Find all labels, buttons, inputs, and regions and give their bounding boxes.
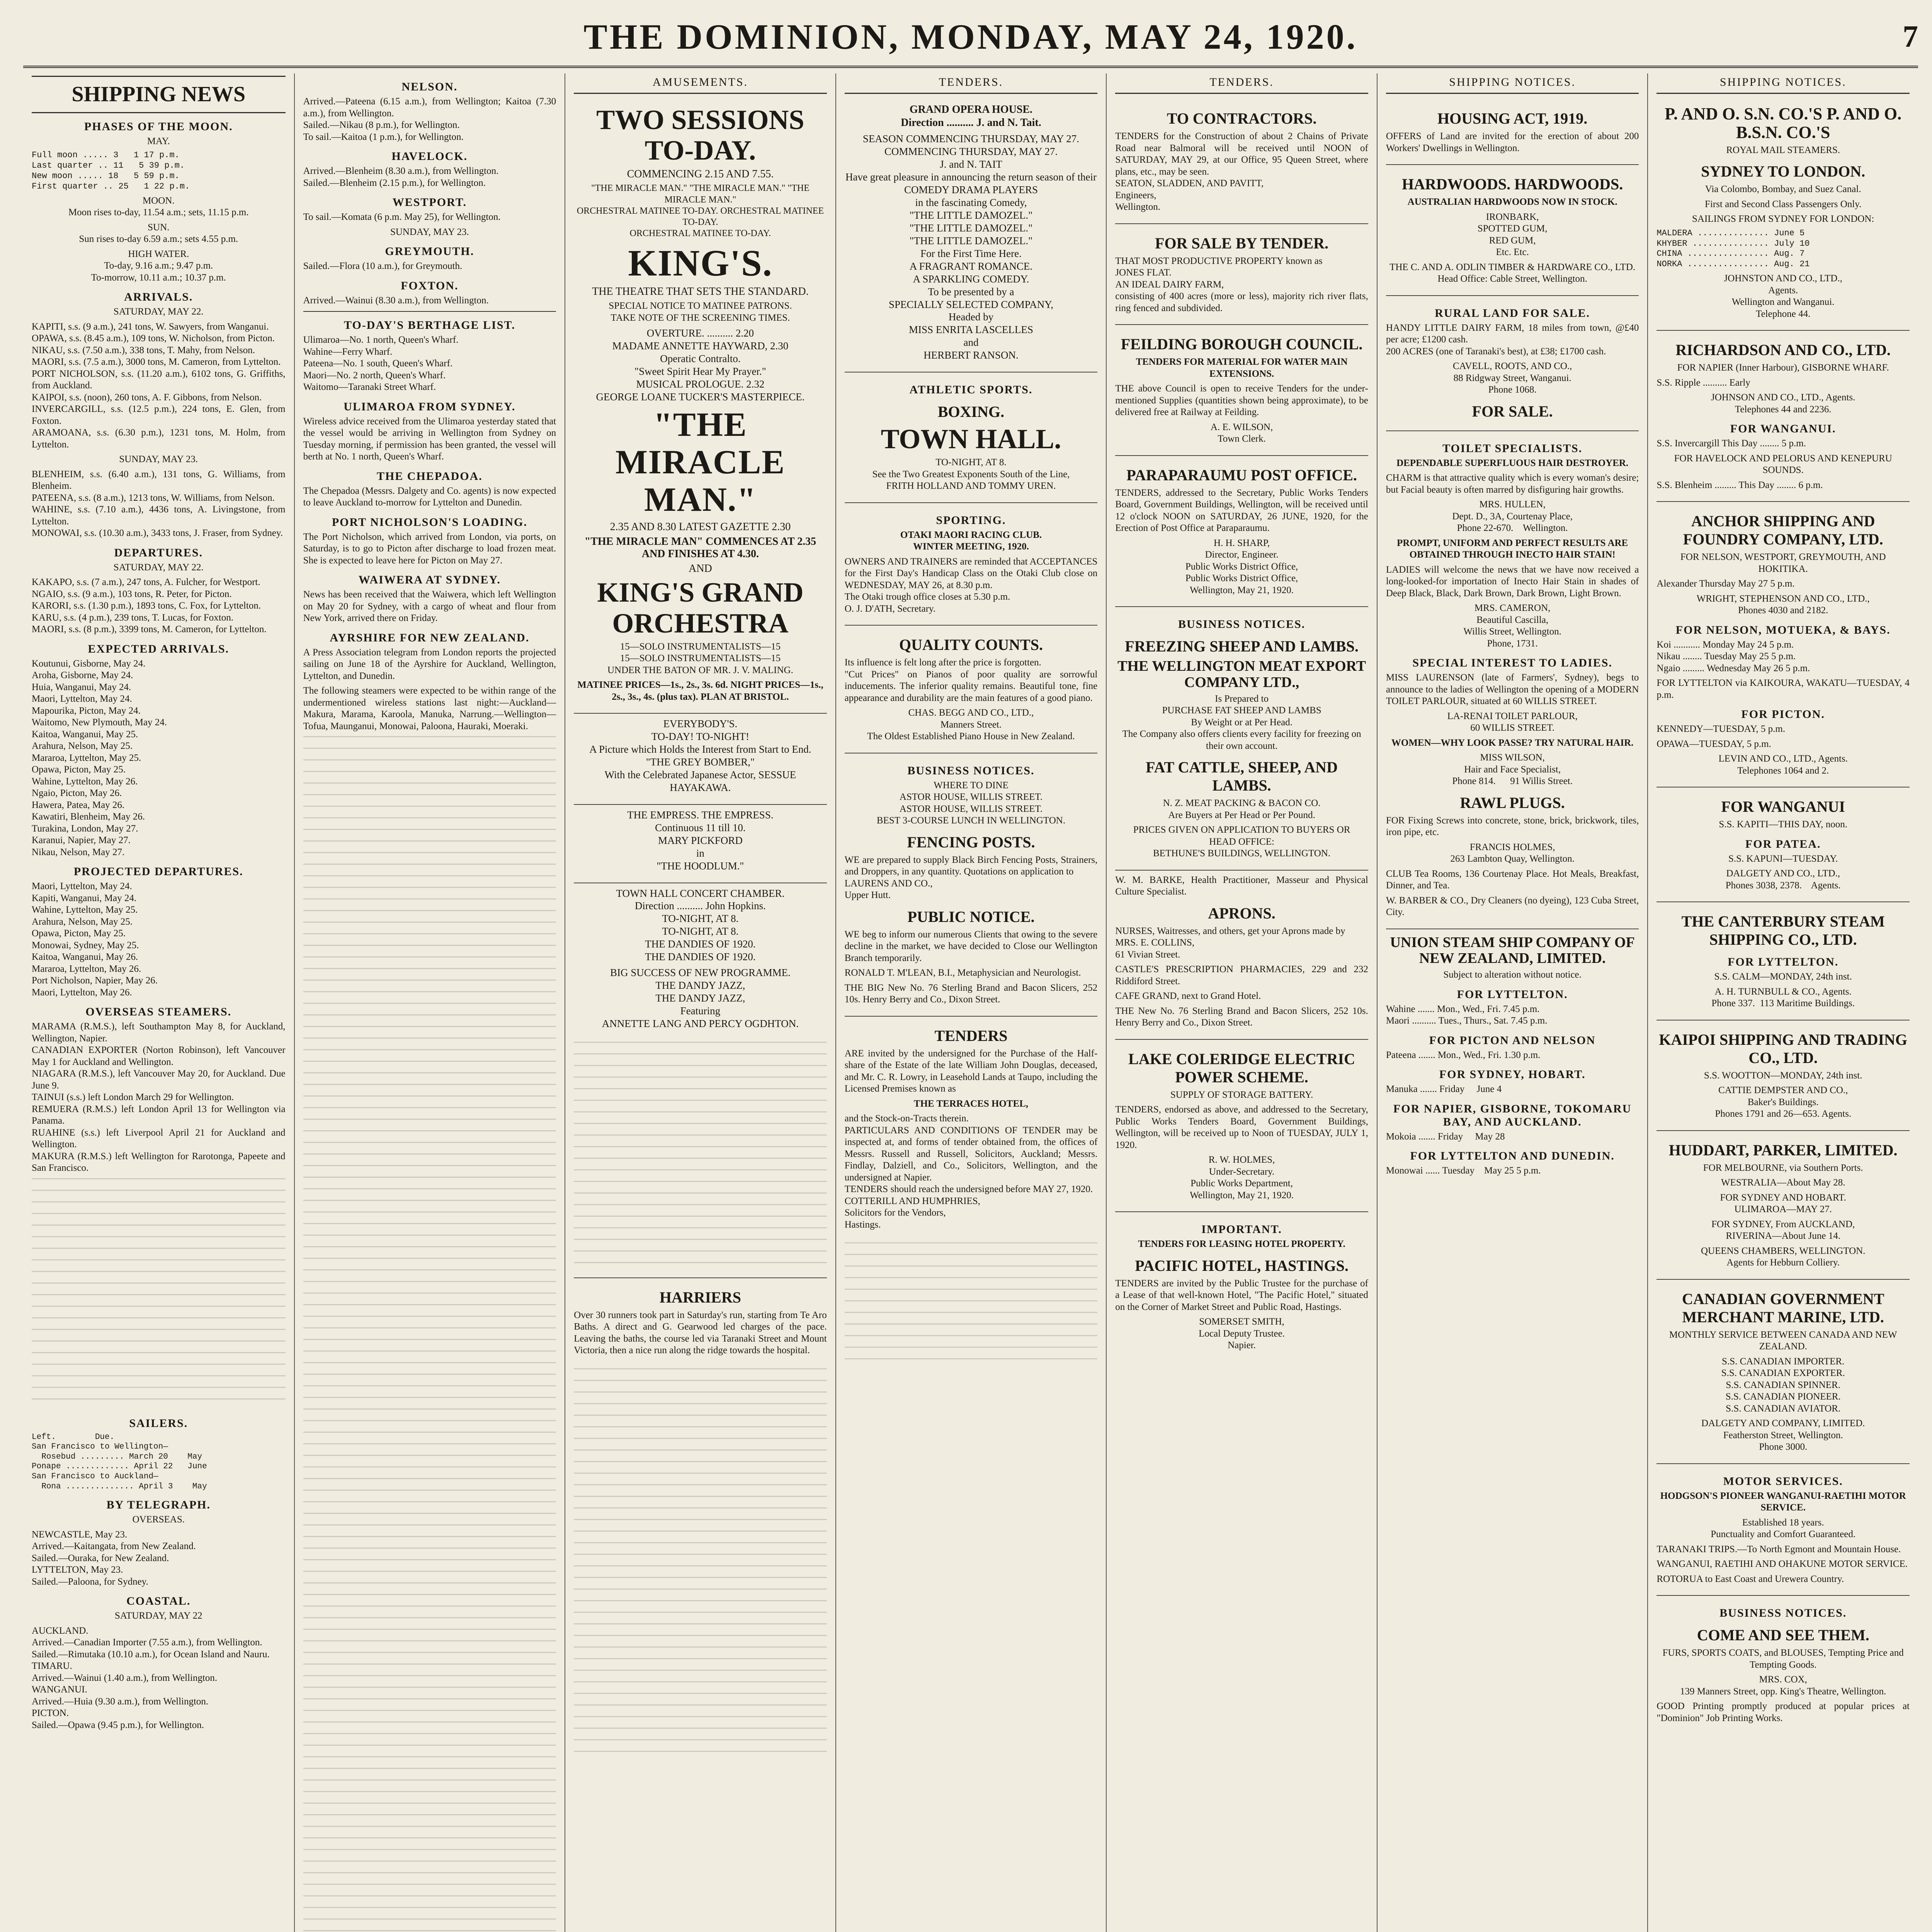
business-notices-heading: BUSINESS NOTICES. [1178, 618, 1306, 631]
begg-text: CHAS. BEGG AND CO., LTD., Manners Street. The Oldest Established Piano House in New Zealand. [867, 707, 1075, 742]
slicer2-text: THE New No. 76 Sterling Brand and Bacon Slicers, 252 10s. Henry Berry and Co., Dixon Street. [1115, 1005, 1371, 1028]
westport-heading: WESTPORT. [392, 196, 467, 209]
cameron-signature: MRS. CAMERON, Beautiful Cascilla, Willis Street, Wellington. Phone, 1731. [1463, 603, 1561, 649]
instrumentalists: 15—SOLO INSTRUMENTALISTS—15 15—SOLO INSTRUMENTALISTS—15 UNDER THE BATON OF MR. J. V. MALING. [607, 641, 793, 675]
invercargill: S.S. Invercargill This Day ........ 5 p.m. [1656, 438, 1806, 449]
coleridge-heading: LAKE COLERIDGE ELECTRIC POWER SCHEME. [1128, 1050, 1355, 1086]
paraparaumu-heading: PARAPARAUMU POST OFFICE. [1126, 466, 1357, 484]
quality-ad [845, 625, 1098, 750]
monowai-sched: Monowai ...... Tuesday May 25 5 p.m. [1386, 1165, 1541, 1176]
town-hall-ad [574, 883, 827, 1038]
po-sub: ROYAL MAIL STEAMERS. [1726, 145, 1840, 155]
departures-date: SATURDAY, MAY 22. [113, 562, 204, 573]
moon-times: MOON. Moon rises to-day, 11.54 a.m.; sets, 11.15 p.m. [68, 195, 249, 218]
terraces-hotel: THE TERRACES HOTEL, [913, 1098, 1029, 1109]
column-shipping-notices-1 [1377, 73, 1648, 1932]
motor-heading: MOTOR SERVICES. [1723, 1475, 1843, 1488]
filler-text [303, 1826, 556, 1932]
patea-heading: FOR PATEA. [1745, 837, 1821, 850]
columns [23, 73, 1918, 1932]
cattie-agents: CATTIE DEMPSTER AND CO., Baker's Buildings. Phones 1791 and 26—653. Agents. [1715, 1085, 1852, 1119]
sunday-arrivals: BLENHEIM, s.s. (6.40 a.m.), 131 tons, G. Williams, from Blenheim. PATEENA, s.s. (8 a.m.), 1213 tons, W. Williams, from Nelson. WAHINE, s.s. (7.10 a.m.), 4436 tons, A. Livingstone, from Lyttelton. MONOWAI, s.s. (10.30 a.m.), 3433 tons, J. Fraser, from Sydney. [32, 469, 286, 539]
housing-ad [1386, 99, 1639, 162]
ronald-text: RONALD T. M'LEAN, B.I., Metaphysician and Neurologist. [844, 968, 1081, 978]
pacific-heading: PACIFIC HOTEL, HASTINGS. [1135, 1257, 1349, 1274]
grand-opera-title: GRAND OPERA HOUSE. Direction .......... J. and N. Tait. [901, 104, 1041, 129]
kapuni: S.S. KAPUNI—TUESDAY. [1728, 853, 1838, 864]
public-text: WE beg to inform our numerous Clients that owing to the severe decline in the market, we have decided to Close our Wellington Branch temporarily. [844, 929, 1100, 963]
sydney-hobart-heading: FOR SYDNEY, HOBART. [1439, 1068, 1586, 1081]
dalgety2-agents: DALGETY AND COMPANY, LIMITED. Featherston Street, Wellington. Phone 3000. [1701, 1418, 1865, 1452]
paraparaumu-ad [1115, 455, 1371, 604]
castles-text: CASTLE'S PRESCRIPTION PHARMACIES, 229 and 232 Riddiford Street. [1115, 964, 1371, 986]
moon-month: MAY. [147, 136, 170, 146]
chepadoa-heading: THE CHEPADOA. [376, 469, 483, 483]
otaki-title: OTAKI MAORI RACING CLUB. WINTER MEETING, 1920. [900, 529, 1042, 552]
motueka-sched: Koi ........... Monday May 24 5 p.m. Nikau ........ Tuesday May 25 5 p.m. Ngaio ......... Wednesday May 26 5 p.m. [1656, 639, 1810, 673]
coastal-heading: COASTAL. [126, 1595, 191, 1608]
freezing-heading: FREEZING SHEEP AND LAMBS. [1125, 638, 1359, 655]
column-shipping-news [23, 73, 294, 1932]
terraces-ad [845, 1016, 1098, 1239]
calm: S.S. CALM—MONDAY, 24th inst. [1714, 971, 1852, 982]
sporting-heading: SPORTING. [936, 514, 1006, 527]
canadian-service: MONTHLY SERVICE BETWEEN CANADA AND NEW ZEALAND. [1669, 1329, 1900, 1352]
wanganui-heading: FOR WANGANUI. [1730, 422, 1836, 435]
richardson-ad [1656, 330, 1910, 499]
filler-text [574, 1042, 827, 1274]
inecto-heading: PROMPT, UNIFORM AND PERFECT RESULTS ARE OBTAINED THROUGH INECTO HAIR STAIN! [1397, 537, 1631, 560]
lareni-signature: LA-RENAI TOILET PARLOUR, 60 WILLIS STREET. [1447, 711, 1578, 733]
canadian-gov-ad [1656, 1279, 1910, 1461]
big-success-text: BIG SUCCESS OF NEW PROGRAMME. THE DANDY JAZZ, THE DANDY JAZZ, Featuring ANNETTE LANG AND PERCY OGDHTON. [602, 967, 799, 1029]
barke-text: W. M. BARKE, Health Practitioner, Masseur and Physical Culture Specialist. [1115, 874, 1371, 897]
misc-ads [1115, 870, 1371, 1037]
terraces-tail: and the Stock-on-Tracts therein. PARTICULARS AND CONDITIONS OF TENDER may be inspected at, and forms of tender obtained from, the offices of Messrs. Russell and Russell, Solicitors, Auckland; Messrs. Findlay, Dalziell, and Co., Solicitors, Wellington, and the undersigned at Napier. TENDERS should reach the undersigned before MAY 27, 1920. COTTERILL AND HUMPHRIES, Solicitors for the Vendors, Hastings. [844, 1113, 1098, 1230]
special-heading: SPECIAL INTEREST TO LADIES. [1412, 656, 1612, 669]
union-subject: Subject to alteration without notice. [1443, 969, 1582, 980]
telegraph-heading: BY TELEGRAPH. [106, 1498, 211, 1512]
grand-opera-ad [845, 99, 1098, 369]
toilet-ad [1386, 430, 1639, 926]
motueka-heading: FOR NELSON, MOTUEKA, & BAYS. [1675, 623, 1891, 636]
greymouth-text: Sailed.—Flora (10 a.m.), for Greymouth. [303, 261, 463, 271]
housing-heading: HOUSING ACT, 1919. [1437, 110, 1588, 127]
rawl-text: FOR Fixing Screws into concrete, stone, brick, brickwork, tiles, iron pipe, etc. [1386, 815, 1641, 837]
overseas-heading: OVERSEAS STEAMERS. [85, 1005, 232, 1019]
foxton-heading: FOXTON. [401, 279, 459, 292]
anchor-ad [1656, 501, 1910, 784]
athletic-heading: ATHLETIC SPORTS. [909, 383, 1033, 396]
hardwoods-heading: HARDWOODS. HARDWOODS. [1402, 175, 1623, 193]
nelson-heading: NELSON. [401, 80, 458, 93]
terraces-intro: ARE invited by the undersigned for the Purchase of the Half-share of the Estate of the late William John Douglas, deceased, and Mr. C. R. Lowry, in Leasehold Lands at Taupo, including the Licensed Premises known as [844, 1048, 1100, 1094]
sun-times: SUN. Sun rises to-day 6.59 a.m.; sets 4.55 p.m. [79, 222, 238, 245]
picton-nelson-heading: FOR PICTON AND NELSON [1429, 1034, 1596, 1047]
column-tenders-1 [835, 73, 1106, 1932]
manuka-sched: Manuka ....... Friday June 4 [1386, 1084, 1502, 1095]
athletic-ad [845, 372, 1098, 500]
column-tenders-2 [1106, 73, 1377, 1932]
anchor-heading: ANCHOR SHIPPING AND FOUNDRY COMPANY, LTD. [1683, 512, 1883, 548]
barber-text: W. BARBER & CO., Dry Cleaners (no dyeing), 123 Cuba Street, City. [1386, 895, 1641, 917]
latest-gazette: 2.35 AND 8.30 LATEST GAZETTE 2.30 [610, 521, 791, 533]
havelock-heading: FOR HAVELOCK AND PELORUS AND KENEPURU SOUNDS. [1674, 453, 1895, 476]
quality-text: Its influence is felt long after the price is forgotten. "Cut Prices" on Pianos of poor quality are sorrowful inducements. The inferior quality remains. Beautiful tone, fine appearance and durability are the main features of a good piano. [844, 657, 1098, 703]
pacific-signature: SOMERSET SMITH, Local Deputy Trustee. Napier. [1199, 1316, 1285, 1351]
berthage-text: Ulimaroa—No. 1 north, Queen's Wharf. Wahine—Ferry Wharf. Pateena—No. 1 south, Queen's Wharf. Maori—No. 2 north, Queen's Wharf. Waitomo—Taranaki Street Wharf. [303, 335, 459, 392]
hodgson-heading: HODGSON'S PIONEER WANGANUI-RAETIHI MOTOR SERVICE. [1660, 1490, 1908, 1513]
two-sessions: TWO SESSIONS TO-DAY. [596, 104, 804, 166]
shipping-notices-1-heading: SHIPPING NOTICES. [1386, 73, 1639, 94]
programme: OVERTURE. .......... 2.20 MADAME ANNETTE HAYWARD, 2.30 Operatic Contralto. "Sweet Spirit Hear My Prayer." MUSICAL PROLOGUE. 2.32 GEORGE LOANE TUCKER'S MASTERPIECE. [596, 327, 805, 403]
wright-agents: WRIGHT, STEPHENSON AND CO., LTD., Phones 4030 and 2182. [1696, 593, 1870, 616]
johnson-agents: JOHNSON AND CO., LTD., Agents. Telephones 44 and 2236. [1711, 392, 1855, 415]
contractors-heading: TO CONTRACTORS. [1167, 110, 1317, 127]
fencing-text: WE are prepared to supply Black Birch Fencing Posts, Strainers, and Droppers, in any quantity. Quotations on application to LAURENS AND CO., Upper Hutt. [844, 854, 1098, 901]
important-heading: IMPORTANT. [1201, 1223, 1282, 1236]
ulimaroa-text: Wireless advice received from the Ulimaroa yesterday stated that the vessel would be arriving in Wellington from Sydney on Tuesday morning, if permission has been granted, the vessel will berth at No. 1 north, Queen's Wharf. [303, 416, 559, 462]
loading-heading: PORT NICHOLSON'S LOADING. [332, 515, 527, 529]
blenheim: S.S. Blenheim ......... This Day ........ 6 p.m. [1656, 480, 1823, 490]
ayrshire-heading: AYRSHIRE FOR NEW ZEALAND. [330, 631, 530, 644]
ironbark: IRONBARK, SPOTTED GUM, RED GUM, Etc. Etc. [1477, 211, 1548, 257]
nelson-westport: FOR NELSON, WESTPORT, GREYMOUTH, AND HOKITIKA. [1680, 552, 1888, 574]
po-heading: P. AND O. S.N. CO.'S P. AND O. B.S.N. CO.'S [1665, 104, 1902, 142]
levin-agents: LEVIN AND CO., LTD., Agents. Telephones 1064 and 2. [1718, 753, 1848, 776]
for-sale-heading: FOR SALE BY TENDER. [1155, 234, 1329, 252]
water-main-heading: TENDERS FOR MATERIAL FOR WATER MAIN EXTENSIONS. [1136, 357, 1350, 379]
boxing-tonight: TO-NIGHT, AT 8. See the Two Greatest Exponents South of the Line, FRITH HOLLAND AND TOMMY UREN. [872, 457, 1070, 492]
waiwera-heading: WAIWERA AT SYDNEY. [358, 573, 501, 586]
aprons-heading: APRONS. [1208, 904, 1276, 922]
kaikoura: FOR LYTTELTON via KAIKOURA, WAKATU—TUESDAY, 4 p.m. [1656, 678, 1912, 700]
filler-text [574, 1368, 827, 1755]
shipping-notices-2-heading: SHIPPING NOTICES. [1656, 73, 1910, 94]
arrivals-heading: ARRIVALS. [124, 291, 193, 304]
timber-company: THE C. AND A. ODLIN TIMBER & HARDWARE CO., LTD. Head Office: Cable Street, Wellington. [1389, 262, 1636, 284]
town-hall-title: TOWN HALL. [881, 423, 1061, 455]
housing-text: OFFERS of Land are invited for the erection of about 200 Workers' Dwellings in Wellington. [1386, 131, 1641, 153]
for-sale-2-heading: FOR SALE. [1472, 402, 1553, 420]
harriers-ad [574, 1277, 827, 1364]
hodgson-text: Established 18 years. Punctuality and Comfort Guaranteed. [1711, 1517, 1856, 1540]
sydney-direct: FOR SYDNEY AND HOBART. ULIMAROA—MAY 27. [1720, 1192, 1846, 1215]
filler-text [303, 1281, 556, 1822]
arrivals-date: SATURDAY, MAY 22. [113, 306, 204, 317]
dalgety-agents: DALGETY AND CO., LTD., Phones 3038, 2378. Agents. [1725, 868, 1841, 891]
nelson-text: Arrived.—Pateena (6.15 a.m.), from Wellington; Kaitoa (7.30 a.m.), from Wellington. Sailed.—Nikau (8 p.m.), for Wellington. To sail.—Kaitoa (1 p.m.), for Wellington. [303, 96, 556, 142]
business2-ad [1656, 1595, 1910, 1732]
tenders2-heading: TENDERS. [1115, 73, 1368, 94]
slicer-text: THE BIG New No. 76 Sterling Brand and Bacon Slicers, 252 10s. Henry Berry and Co., Dixon Street. [844, 982, 1100, 1005]
coleridge-sub: SUPPLY OF STORAGE BATTERY. [1170, 1089, 1313, 1100]
loading-text: The Port Nicholson, which arrived from London, via ports, on Saturday, is to go to Picton after discharge to load frozen meat. She is expected to leave here for Picton on May 27. [303, 531, 559, 566]
napier-harbour: FOR NAPIER (Inner Harbour), GISBORNE WHARF. [1677, 362, 1889, 373]
laurenson-text: MISS LAURENSON (late of Farmers', Sydney), begs to announce to the ladies of Wellington the opening of a MODERN TOILET PARLOUR, situated at 60 WILLIS STREET. [1386, 672, 1641, 706]
westport-text: To sail.—Komata (6 p.m. May 25), for Wellington. [303, 212, 501, 222]
sunday2-date: SUNDAY, MAY 23. [390, 226, 469, 237]
projected-heading: PROJECTED DEPARTURES. [73, 865, 243, 878]
fat-cattle-heading: FAT CATTLE, SHEEP, AND LAMBS. [1146, 759, 1338, 794]
page-number: 7 [1903, 19, 1918, 54]
pateena-sched: Pateena ....... Mon., Wed., Fri. 1.30 p.m. [1386, 1049, 1541, 1060]
tenders1-heading: TENDERS. [845, 73, 1098, 94]
sydney-london: SYDNEY TO LONDON. [1701, 163, 1866, 180]
kings-tagline: THE THEATRE THAT SETS THE STANDARD. [592, 286, 809, 298]
sporting-ad [845, 502, 1098, 623]
telegraph-sub: OVERSEAS. [132, 1514, 185, 1525]
po-sailings: SAILINGS FROM SYDNEY FOR LONDON: [1692, 214, 1874, 224]
business-heading: BUSINESS NOTICES. [907, 764, 1035, 777]
sailers-list: Left. Due. San Francisco to Wellington— Rosebud ......... March 20 May Ponape ............. April 22 June San Francisco to Auckland— Rona .............. April 3 May [32, 1432, 207, 1491]
turnbull-agents: A. H. TURNBULL & CO., Agents. Phone 337. 113 Maritime Buildings. [1711, 986, 1855, 1009]
moon-table: Full moon ..... 3 1 17 p.m. Last quarter .. 11 5 39 p.m. New moon ..... 18 5 59 p.m. First quarter .. 25 1 22 p.m. [32, 150, 190, 191]
berthage-heading: TO-DAY'S BERTHAGE LIST. [344, 319, 515, 332]
everybodys-ad [574, 713, 827, 802]
cafe-text: CAFE GRAND, next to Grand Hotel. [1115, 991, 1261, 1002]
holmes-signature: FRANCIS HOLMES, 263 Lambton Quay, Wellington. [1450, 842, 1575, 864]
coleridge-text: TENDERS, endorsed as above, and addressed to the Secretary, Public Works Tenders Board, Government Buildings, Wellington, will be received up to Noon of TUESDAY, JULY 1, 1920. [1115, 1104, 1371, 1150]
miracle-man-title: "THE MIRACLE MAN." [615, 406, 786, 519]
riverina: FOR SYDNEY, From AUCKLAND, RIVERINA—About June 14. [1711, 1219, 1855, 1242]
wootton: S.S. WOOTTON—MONDAY, 24th inst. [1704, 1070, 1862, 1081]
wireless-moves: The following steamers were expected to be within range of the undermentioned wireless stations last night:—Auckland—Makura, Marama, Karoola, Manuka, Narrung.—Wellington—Tofua, Maunganui, Monowai, Paloona, Hauraki, Moeraki. [303, 685, 559, 731]
dairy-ad [1115, 223, 1368, 322]
harriers-heading: HARRIERS [659, 1288, 741, 1306]
cavell-signature: CAVELL, ROOTS, AND CO., 88 Ridgway Street, Wanganui. Phone 1068. [1452, 361, 1572, 395]
greymouth-heading: GREYMOUTH. [385, 245, 474, 258]
huddart-ad [1656, 1130, 1910, 1277]
po-classes: First and Second Class Passengers Only. [1705, 199, 1862, 209]
commencing: COMMENCING 2.15 AND 7.55. [627, 168, 774, 180]
melbourne: FOR MELBOURNE, via Southern Ports. [1703, 1162, 1863, 1173]
shipping-news-heading: SHIPPING NEWS [32, 76, 286, 113]
richardson-heading: RICHARDSON AND CO., LTD. [1675, 341, 1891, 359]
furs-text: FURS, SPORTS COATS, and BLOUSES, Tempting Price and Tempting Goods. [1662, 1648, 1906, 1670]
ladies-text: LADIES will welcome the news that we have now received a long-looked-for importation of Inecto Hair Stain in shades of Deep Black, Black, Dark Brown, Dark Brown, Light Brown. [1386, 564, 1641, 599]
empress-ad [574, 804, 827, 880]
sunday-date: SUNDAY, MAY 23. [119, 454, 198, 465]
coleridge-signature: R. W. HOLMES, Under-Secretary. Public Works Department, Wellington, May 21, 1920. [1190, 1155, 1294, 1201]
aprons-text: NURSES, Waitresses, and others, get your Aprons made by MRS. E. COLLINS, 61 Vivian Street. [1115, 925, 1345, 960]
arrivals-list: KAPITI, s.s. (9 a.m.), 241 tons, W. Sawyers, from Wanganui. OPAWA, s.s. (8.45 a.m.), 109 tons, W. Nicholson, from Picton. NIKAU, s.s. (7.50 a.m.), 338 tons, T. Mahy, from Nelson. MAORI, s.s. (7.5 a.m.), 3000 tons, M. Cameron, from Lyttelton. PORT NICHOLSON, s.s. (11.20 a.m.), 6102 tons, G. Griffiths, from Auckland. KAIPOI, s.s. (noon), 260 tons, A. F. Gibbons, from Nelson. INVERCARGILL, s.s. (12.5 p.m.), 224 tons, E. Glen, from Foxton. ARAMOANA, s.s. (6.30 p.m.), 1231 tons, M. Holm, from Lyttelton. [32, 321, 286, 450]
business2-heading: BUSINESS NOTICES. [1719, 1607, 1847, 1620]
dalgety-ad [1656, 787, 1910, 899]
huddart-heading: HUDDART, PARKER, LIMITED. [1668, 1141, 1898, 1159]
page-title: THE DOMINION, MONDAY, MAY 24, 1920. [583, 17, 1358, 56]
picton-heading: FOR PICTON. [1741, 708, 1825, 721]
otaki-text: OWNERS AND TRAINERS are reminded that ACCEPTANCES for the First Day's Handicap Class on the Otaki Club close on WEDNESDAY, MAY 26, at 8.30 p.m. The Otaki trough office closes at 5.30 p.m. O. J. D'ATH, Secretary. [844, 556, 1098, 614]
queens-chambers: QUEENS CHAMBERS, WELLINGTON. Agents for Hebburn Colliery. [1701, 1245, 1866, 1268]
high-water: HIGH WATER. To-day, 9.16 a.m.; 9.47 p.m. To-morrow, 10.11 a.m.; 10.37 p.m. [91, 248, 226, 283]
season-text: SEASON COMMENCING THURSDAY, MAY 27. COMMENCING THURSDAY, MAY 27. J. and N. TAIT Have great pleasure in announcing the return season of their COMEDY DRAMA PLAYERS in the fascinating Comedy, "THE LITTLE DAMOZEL." "THE LITTLE DAMOZEL." "THE LITTLE DAMOZEL." For the First Time Here. A FRAGRANT ROMANCE. A SPARKLING COMEDY. To be presented by a SPECIALLY SELECTED COMPANY, Headed by MISS ENRITA LASCELLES and HERBERT RANSON. [845, 133, 1097, 361]
kaipoi-ad [1656, 1020, 1910, 1128]
feilding-text: THE above Council is open to receive Tenders for the under-mentioned Supplies (quantities shown being approximate), to be delivered free at Railway at Feilding. [1115, 383, 1371, 417]
rural-ad [1386, 295, 1639, 428]
overseas-list: MARAMA (R.M.S.), left Southampton May 8, for Auckland, Wellington, Napier. CANADIAN EXPORTER (Norton Robinson), left Vancouver May 1 for Auckland and Wellington. NIAGARA (R.M.S.), left Vancouver May 20, for Auckland. Due June 9. TAINUI (s.s.) left London March 29 for Wellington. REMUERA (R.M.S.) left London April 13 for Wellington via Panama. RUAHINE (s.s.) left Liverpool April 21 for Auckland and Wellington. MAKURA (R.M.S.) left Wellington for Rarotonga, Papeete and San Francisco. [32, 1021, 286, 1173]
feilding-ad [1115, 324, 1371, 453]
pacific-ad [1115, 1211, 1371, 1359]
expected-list: Koutunui, Gisborne, May 24. Aroha, Gisborne, May 24. Huia, Wanganui, May 24. Maori, Lyttelton, May 24. Mapourika, Picton, May 24. Waitomo, New Plymouth, May 24. Kaitoa, Wanganui, May 25. Arahura, Nelson, May 25. Mararoa, Lyttelton, May 25. Opawa, Picton, May 25. Wahine, Lyttelton, May 26. Ngaio, Picton, May 26. Hawera, Patea, May 26. Kawatiri, Blenheim, May 26. Turakina, London, May 27. Karanui, Napier, May 27. Nikau, Nelson, May 27. [32, 658, 167, 857]
town-hall-text: TOWN HALL CONCERT CHAMBER. Direction .......... John Hopkins. TO-NIGHT, AT 8. TO-NIGHT, AT 8. THE DANDIES OF 1920. THE DANDIES OF 1920. [616, 887, 785, 963]
meat-export-title: THE WELLINGTON MEAT EXPORT COMPANY LTD., [1117, 658, 1366, 690]
kings-ad [574, 99, 827, 711]
come-heading: COME AND SEE THEM. [1697, 1626, 1869, 1644]
kaipoi-heading: KAIPOI SHIPPING AND TRADING CO., LTD. [1659, 1031, 1908, 1066]
public-heading: PUBLIC NOTICE. [907, 908, 1035, 925]
column-amusements [565, 73, 835, 1932]
po-via: Via Colombo, Bombay, and Suez Canal. [1705, 184, 1861, 195]
boxing-heading: BOXING. [937, 403, 1005, 421]
filler-text [32, 1178, 286, 1410]
hardwoods-ad [1386, 164, 1639, 293]
po-list: MALDERA .............. June 5 KHYBER ............... July 10 CHINA ................ Aug. 7 NORKA ................ Aug. 21 [1656, 228, 1810, 269]
everybodys-text: EVERYBODY'S. TO-DAY! TO-NIGHT! A Picture which Holds the Interest from Start to End. "THE GREY BOMBER," With the Celebrated Japanese Actor, SESSUE HAYAKAWA. [589, 718, 811, 793]
lyttelton-dunedin-heading: FOR LYTTELTON AND DUNEDIN. [1410, 1150, 1615, 1163]
cox-signature: MRS. COX, 139 Manners Street, opp. King's Theatre, Wellington. [1680, 1674, 1886, 1697]
havelock-heading: HAVELOCK. [391, 150, 468, 163]
hotel-lease: TENDERS FOR LEASING HOTEL PROPERTY. [1138, 1239, 1345, 1250]
coastal-list: AUCKLAND. Arrived.—Canadian Importer (7.55 a.m.), from Wellington. Sailed.—Rimutaka (10.10 a.m.), for Ocean Island and Nauru. TIMARU. Arrived.—Wainui (1.40 a.m.), from Wellington. WANGANUI. Arrived.—Huia (9.30 a.m.), from Wellington. PICTON. Sailed.—Opawa (9.45 p.m.), for Wellington. [32, 1625, 270, 1730]
rawl-heading: RAWL PLUGS. [1460, 794, 1565, 811]
departures-list: KAKAPO, s.s. (7 a.m.), 247 tons, A. Fulcher, for Westport. NGAIO, s.s. (9 a.m.), 103 tons, R. Peter, for Picton. KARORI, s.s. (1.30 p.m.), 1893 tons, C. Fox, for Lyttelton. KARU, s.s. (4 p.m.), 239 tons, T. Lucas, for Foxton. MAORI, s.s. (8 p.m.), 3399 tons, M. Cameron, for Lyttelton. [32, 577, 267, 635]
meat-export-text: Is Prepared to PURCHASE FAT SHEEP AND LAMBS By Weight or at Per Head. The Company also offers clients every facility for freezing on their own account. [1122, 693, 1361, 751]
kennedy: KENNEDY—TUESDAY, 5 p.m. [1656, 724, 1786, 735]
miracle-commences: "THE MIRACLE MAN" COMMENCES AT 2.35 AND FINISHES AT 4.30. [584, 536, 816, 560]
ngati-text: WANGANUI, RAETIHI AND OHAKUNE MOTOR SERVICE. [1656, 1559, 1908, 1570]
prices-text: PRICES GIVEN ON APPLICATION TO BUYERS OR HEAD OFFICE: BETHUNE'S BUILDINGS, WELLINGTON. [1133, 825, 1350, 859]
nz-meat-text: N. Z. MEAT PACKING & BACON CO. Are Buyers at Per Head or Per Pound. [1163, 798, 1321, 820]
union-heading: UNION STEAM SHIP COMPANY OF NEW ZEALAND, LIMITED. [1390, 934, 1635, 967]
chepadoa-text: The Chepadoa (Messrs. Dalgety and Co. agents) is now expected to leave Auckland to-morrow for Lyttelton and Dunedin. [303, 485, 559, 508]
charm-text: CHARM is that attractive quality which is every woman's desire; but Facial beauty is often marred by disfiguring hair growths. [1386, 473, 1641, 495]
rural-text: HANDY LITTLE DAIRY FARM, 18 miles from town, @£40 per acre; £1200 cash. 200 ACRES (one of Taranaki's best), at £38; £1700 cash. [1386, 322, 1639, 357]
mokoia-sched: Mokoia ....... Friday May 28 [1386, 1131, 1505, 1142]
empress-text: THE EMPRESS. THE EMPRESS. Continuous 11 till 10. MARY PICKFORD in "THE HOODLUM." [627, 809, 774, 872]
orchestra-title: KING'S GRAND ORCHESTRA [597, 577, 804, 639]
women-heading: WOMEN—WHY LOOK PASSE? TRY NATURAL HAIR. [1391, 737, 1634, 748]
pacific-text: TENDERS are invited by the Public Trustee for the purchase of a Lease of that well-known Hotel, "The Pacific Hotel," situated on the Corner of Market Street and Public Road, Hastings. [1115, 1278, 1371, 1312]
harriers-text: Over 30 runners took part in Saturday's run, starting from Te Aro Baths. A direct and G. Gearwood led charges of the pace. Leaving the baths, the course led via Taranaki Street and Mount Victoria, then a nice run along the ridge towards the hospital. [574, 1310, 829, 1356]
feilding-clerk: A. E. WILSON, Town Clerk. [1210, 422, 1273, 444]
astor-text: WHERE TO DINE ASTOR HOUSE, WILLIS STREET. ASTOR HOUSE, WILLIS STREET. BEST 3-COURSE LUNCH IN WELLINGTON. [876, 780, 1066, 826]
fencing-heading: FENCING POSTS. [907, 833, 1035, 851]
matinee-prices: MATINEE PRICES—1s., 2s., 3s. 6d. NIGHT PRICES—1s., 2s., 3s., 4s. (plus tax). PLAN AT BRISTOL. [577, 680, 826, 702]
telegraph-list: NEWCASTLE, May 23. Arrived.—Kaitangata, from New Zealand. Sailed.—Ouraka, for New Zealand. LYTTELTON, May 23. Sailed.—Paloona, for Sydney. [32, 1529, 196, 1587]
coleridge-ad [1115, 1039, 1371, 1209]
napier-heading: FOR NAPIER, GISBORNE, TOKOMARU BAY, AND AUCKLAND. [1393, 1102, 1632, 1128]
masthead [23, 8, 1918, 68]
business-ad [845, 753, 1098, 1014]
rotorua-text: ROTORUA to East Coast and Urewera Country. [1656, 1573, 1844, 1584]
hullen-signature: MRS. HULLEN, Dept. D., 3A, Courtenay Place, Phone 22-670. Wellington. [1452, 499, 1573, 533]
matinee-notice: SPECIAL NOTICE TO MATINEE PATRONS. TAKE NOTE OF THE SCREENING TIMES. [609, 301, 792, 323]
canadian-gov-heading: CANADIAN GOVERNMENT MERCHANT MARINE, LTD. [1682, 1290, 1884, 1326]
ripple: S.S. Ripple .......... Early [1656, 377, 1750, 388]
kings-title: KING'S. [628, 242, 773, 284]
dairy-text: THAT MOST PRODUCTIVE PROPERTY known as JONES FLAT. AN IDEAL DAIRY FARM, consisting of 400 acres (more or less), majority rich river flats, ring fenced and subdivided. [1115, 255, 1368, 313]
canadian-exporters: S.S. CANADIAN IMPORTER. S.S. CANADIAN EXPORTER. S.S. CANADIAN SPINNER. S.S. CANADIAN PIONEER. S.S. CANADIAN AVIATOR. [1721, 1356, 1845, 1414]
johnston-agents: JOHNSTON AND CO., LTD., Agents. Wellington and Wanganui. Telephone 44. [1724, 273, 1842, 319]
ulimaroa-heading: ULIMAROA FROM SYDNEY. [344, 400, 516, 413]
po-ad [1656, 99, 1910, 328]
wilson-signature: MISS WILSON, Hair and Face Specialist, Phone 814. 91 Willis Street. [1452, 752, 1573, 786]
expected-heading: EXPECTED ARRIVALS. [88, 642, 230, 655]
westralia: WESTRALIA—About May 28. [1721, 1177, 1845, 1188]
kapiti: S.S. KAPITI—THIS DAY, noon. [1719, 819, 1848, 830]
rural-heading: RURAL LAND FOR SALE. [1435, 306, 1590, 320]
taranaki-text: TARANAKI TRIPS.—To North Egmont and Mountain House. [1656, 1544, 1901, 1554]
havelock-text: Arrived.—Blenheim (8.30 a.m.), from Wellington. Sailed.—Blenheim (2.15 p.m.), for Wellington. [303, 166, 499, 188]
wanganui2-heading: FOR WANGANUI [1721, 798, 1845, 816]
tenders-head: TENDERS [934, 1027, 1008, 1044]
canterbury-ad [1656, 901, 1910, 1017]
foxton-text: Arrived.—Wainui (8.30 a.m.), from Wellington. [303, 295, 489, 306]
contractors-ad [1115, 99, 1368, 221]
opawa: OPAWA—TUESDAY, 5 p.m. [1656, 738, 1771, 749]
superfluous-heading: DEPENDABLE SUPERFLUOUS HAIR DESTROYER. [1396, 457, 1629, 468]
paraparaumu-signature: H. H. SHARP, Director, Engineer. Public Works District Office, Public Works District Office, Wellington, May 21, 1920. [1185, 537, 1298, 595]
club-text: CLUB Tea Rooms, 136 Courtenay Place. Hot Meals, Breakfast, Dinner, and Tea. [1386, 868, 1641, 891]
filler-text [303, 736, 556, 1277]
and-text: AND [689, 563, 712, 575]
sailers-heading: SAILERS. [129, 1417, 188, 1430]
lyttelton-heading: FOR LYTTELTON. [1457, 988, 1568, 1001]
motor-ad [1656, 1463, 1910, 1593]
amusements-heading: AMUSEMENTS. [574, 73, 827, 94]
column-shipping-notices-2 [1647, 73, 1918, 1932]
moon-heading: PHASES OF THE MOON. [84, 120, 233, 133]
meat-ad [1115, 606, 1368, 867]
wahine-sched: Wahine ....... Mon., Wed., Fri. 7.45 p.m. Maori .......... Tues., Thurs., Sat. 7.45 p.m. [1386, 1003, 1548, 1026]
waiwera-text: News has been received that the Waiwera, which left Wellington on May 20 for Sydney, with a cargo of wheat and flour from New York, arrived there on Friday. [303, 589, 559, 623]
alexander: Alexander Thursday May 27 5 p.m. [1656, 578, 1795, 589]
toilet-heading: TOILET SPECIALISTS. [1442, 442, 1583, 455]
union-ad [1386, 929, 1639, 1185]
quality-heading: QUALITY COUNTS. [899, 636, 1043, 654]
paraparaumu-text: TENDERS, addressed to the Secretary, Public Works Tenders Board, Government Buildings, Wellington, will be received until 12 o'clock NOON on SATURDAY, 26 JUNE, 1920, for the Erection of Post Office at Paraparaumu. [1115, 487, 1371, 533]
departures-heading: DEPARTURES. [114, 546, 203, 559]
feilding-heading: FEILDING BOROUGH COUNCIL. [1121, 335, 1363, 353]
miracle-bar: "THE MIRACLE MAN." "THE MIRACLE MAN." "THE MIRACLE MAN." ORCHESTRAL MATINEE TO-DAY. ORCHESTRAL MATINEE TO-DAY. ORCHESTRAL MATINEE TO-DAY. [577, 183, 824, 239]
ayrshire-text: A Press Association telegram from London reports the projected sailing on June 18 of the Ayrshire for Auckland, Wellington, Lyttelton, and Dunedin. [303, 647, 559, 681]
filler-text [845, 1242, 1098, 1366]
column-shipping-news-2 [294, 73, 565, 1932]
printing-text: GOOD Printing promptly produced at popular prices at "Dominion" Job Printing Works. [1656, 1701, 1912, 1723]
contractors-text: TENDERS for the Construction of about 2 Chains of Private Road near Balmoral will be received until NOON of SATURDAY, MAY 29, at our Office, 95 Queen Street, where plans, etc., may be seen. SEATON, SLADDEN, AND PAVITT, Engineers, Wellington. [1115, 131, 1368, 212]
lyttelton2-heading: FOR LYTTELTON. [1728, 956, 1839, 969]
coastal-date: SATURDAY, MAY 22 [114, 1611, 202, 1621]
aus-hardwoods: AUSTRALIAN HARDWOODS NOW IN STOCK. [1407, 197, 1617, 207]
canterbury-heading: THE CANTERBURY STEAM SHIPPING CO., LTD. [1681, 913, 1885, 949]
projected-list: Maori, Lyttelton, May 24. Kapiti, Wanganui, May 24. Wahine, Lyttelton, May 25. Arahura, Nelson, May 25. Opawa, Picton, May 25. Monowai, Sydney, May 25. Kaitoa, Wanganui, May 26. Mararoa, Lyttelton, May 26. Port Nicholson, Napier, May 26. Maori, Lyttelton, May 26. [32, 881, 158, 998]
